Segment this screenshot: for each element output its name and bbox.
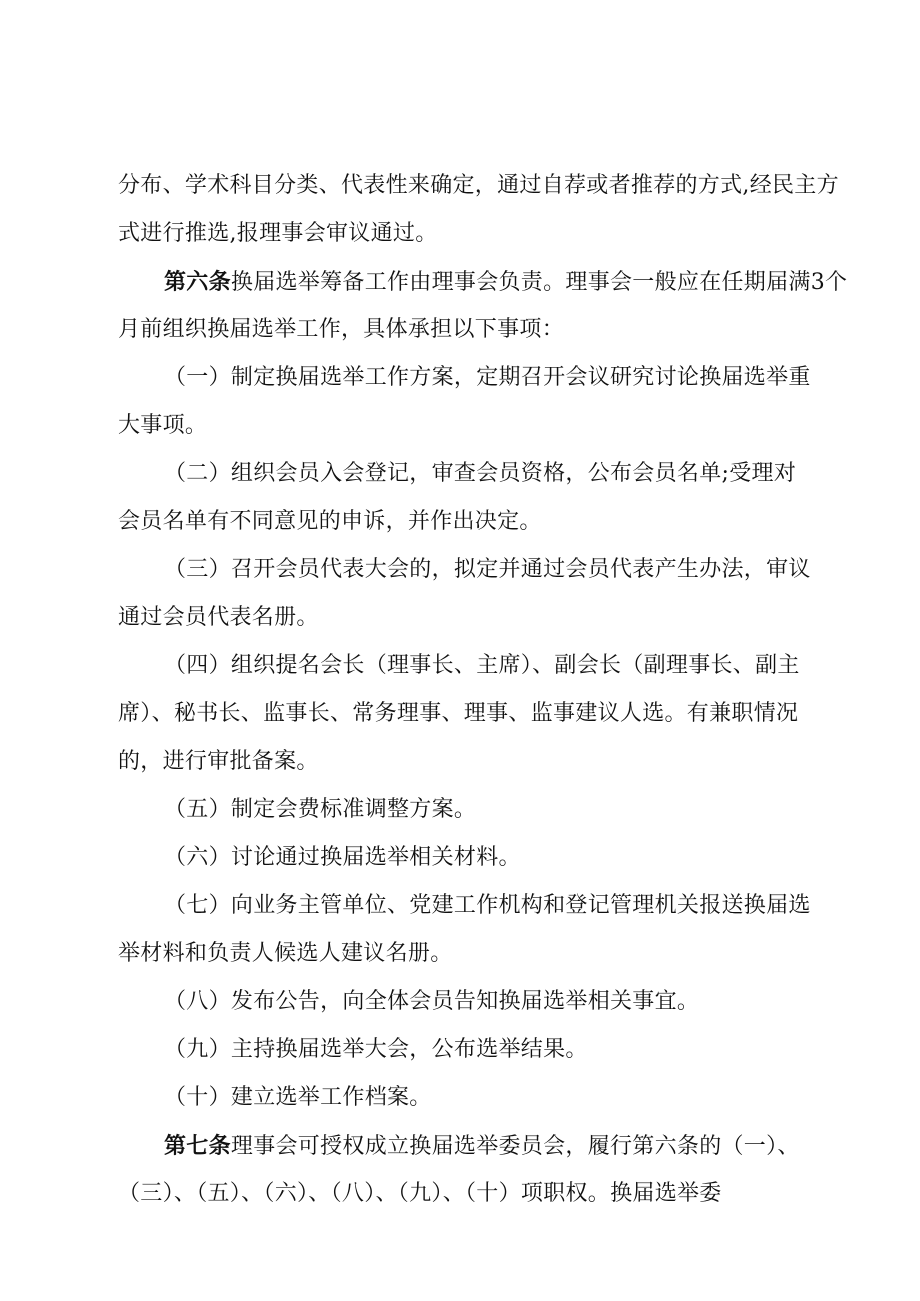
- text-line: 的，进行审批备案。: [118, 749, 319, 774]
- text-line: 会员名单有不同意见的申诉，并作出决定。: [118, 509, 542, 534]
- list-item: （九）主持换届选举大会，公布选举结果。: [164, 1037, 588, 1062]
- list-item: （五）制定会费标准调整方案。: [164, 797, 477, 822]
- list-item: （八）发布公告，向全体会员告知换届选举相关事宜。: [164, 989, 700, 1014]
- article-number: 第六条: [164, 269, 231, 295]
- list-item: （三）召开会员代表大会的，拟定并通过会员代表产生办法，审议: [164, 557, 811, 582]
- text-line: （三）、（五）、（六）、（八）、（九）、（十）项职权。换届选举委: [118, 1181, 722, 1206]
- list-item: （一）制定换届选举工作方案，定期召开会议研究讨论换届选举重: [164, 365, 811, 390]
- text-line: 月前组织换届选举工作，具体承担以下事项：: [118, 317, 565, 342]
- text-line: 大事项。: [118, 413, 208, 438]
- list-item: （六）讨论通过换届选举相关材料。: [164, 845, 521, 870]
- text-line: 式进行推选,报理事会审议通过。: [118, 221, 438, 246]
- list-item: （七）向业务主管单位、党建工作机构和登记管理机关报送换届选: [164, 893, 811, 918]
- text-line: 举材料和负责人候选人建议名册。: [118, 941, 453, 966]
- list-item: （四）组织提名会长（理事长、主席）、副会长（副理事长、副主: [164, 653, 800, 678]
- text-line: 通过会员代表名册。: [118, 605, 319, 630]
- list-item: （十）建立选举工作档案。: [164, 1085, 432, 1110]
- list-item: （二）组织会员入会登记，审查会员资格，公布会员名单;受理对: [164, 461, 797, 486]
- article-6-first-line: 第六条换届选举筹备工作由理事会负责。理事会一般应在任期届满3个: [164, 269, 848, 295]
- article-7-first-line: 第七条理事会可授权成立换届选举委员会，履行第六条的（一）、: [164, 1133, 800, 1159]
- text-line: 席）、秘书长、监事长、常务理事、理事、监事建议人选。有兼职情况: [118, 701, 799, 726]
- article-number: 第七条: [164, 1133, 231, 1159]
- text-line: 分布、学术科目分类、代表性来确定，通过自荐或者推荐的方式,经民主方: [118, 173, 839, 198]
